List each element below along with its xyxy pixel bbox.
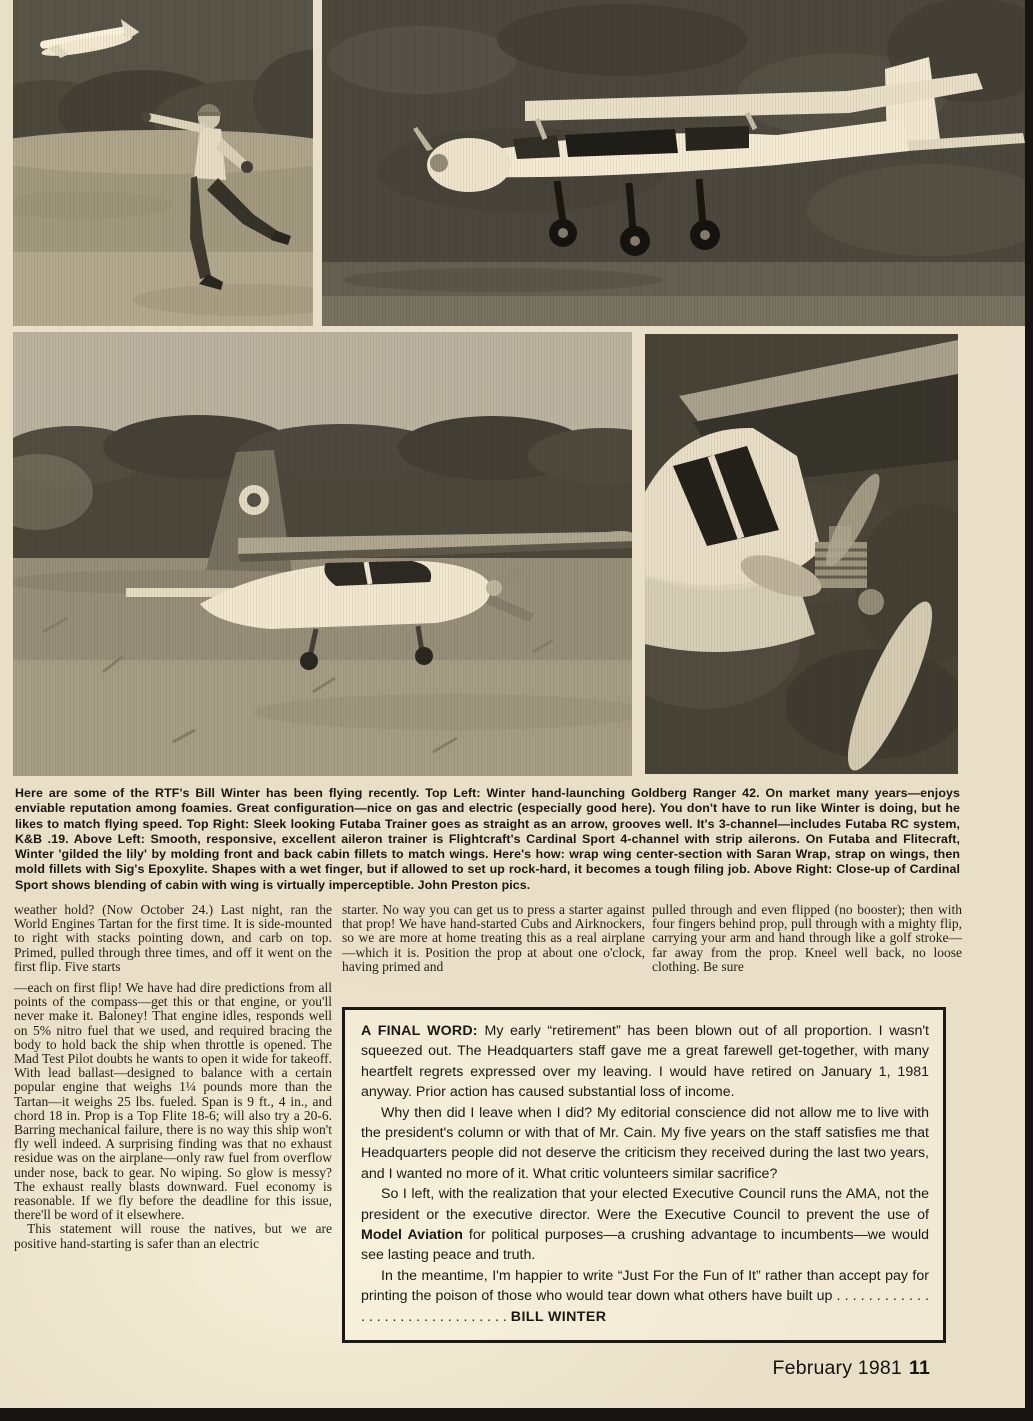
final-word-p1-text: My early “retirement” has been blown out of all proportion. I wasn't squeezed out. The Headquarters staff gave me a great farewell get-together, with many heartfelt regrets expressed over my leaving. I would have retired on January 1, 1981 anyway. Prior action has caused substantial loss of income. <box>361 1023 929 1101</box>
final-word-paragraph-1 <box>361 1021 929 1103</box>
body-column-3 <box>652 903 962 974</box>
final-word-box <box>342 1007 946 1343</box>
final-word-paragraph-4 <box>361 1266 929 1327</box>
final-word-label: A FINAL WORD: <box>361 1023 485 1039</box>
column1-paragraph-2: —each on first flip! We have had dire predictions from all points of the compass—get this or that engine, or you'll never make it. Baloney! That engine idles, responds well on 5% nitro fuel that we used, and required bracing the body to hold back the ship when throttle is opened. The Mad Test Pilot doubts he wants to open it wide for takeoff. With lead ballast—designed to balance with a certain popular engine that weighs 1¼ pounds more than the Tartan—it weighs 25 lbs. fueled. Span is 9 ft., 4 in., and chord 18 in. Prop is a Top Flite 18-6; will also try a 20-6. Barring mechanical failure, there is no way this ship won't fly well indeed. A surprising finding was that no exhaust residue was on the airplane—only raw fuel from overflow under nose, back to gear. No wiping. So glow is messy? The exhaust really blasts downward. Fuel economy is reasonable. If we fly before the deadline for this issue, there'll be word of it elsewhere. <box>14 980 332 1223</box>
scan-edge-bottom <box>0 1408 1033 1421</box>
footer-page-number: 11 <box>908 1357 930 1379</box>
body-column-1 <box>14 903 332 1251</box>
dot-leader: . . . . . . . . . . . . . . . . . . . . . . . . . . . . . . . <box>361 1288 929 1325</box>
hand-launch-illustration <box>13 0 313 326</box>
scan-edge-right <box>1025 0 1033 1421</box>
final-word-p3-post: for political purposes—a crushing advantage to incumbents—we would see lasting peace and truth. <box>361 1227 929 1264</box>
body-column-2 <box>342 903 645 974</box>
final-word-paragraph-3 <box>361 1184 929 1266</box>
cardinal-closeup-illustration <box>645 334 958 774</box>
final-word-magazine-title: Model Aviation <box>361 1227 463 1244</box>
final-word-p4-text: In the meantime, I'm happier to write “Just For the Fun of It” rather than accept pay for printing the poison of those who would tear down what others have built up <box>361 1267 929 1305</box>
photo-caption: Here are some of the RTF's Bill Winter has been flying recently. Top Left: Winter hand-launching Goldberg Ranger 42. On market many years—enjoys enviable reputation among foamies. Great configuration—nice on gas and electric (especially good here). You don't have to run like Winter is doing, but he likes to match flying speed. Top Right: Sleek looking Futaba Trainer goes as straight as an arrow, grooves well. It's 3-channel—includes Futaba RC system, K&B .19. Above Left: Smooth, responsive, excellent aileron trainer is Flightcraft's Cardinal Sport 4-channel with strip ailerons. On Futaba and Flitecraft, Winter 'gilded the lily' by molding front and back cabin fillets to match wings. Here's how: wrap wing center-section with Saran Wrap, strap on wings, then mold fillets with Sig's Epoxylite. Shapes with a wet finger, but if allowed to set up rock-hard, it becomes a tough filing job. Above Right: Close-up of Cardinal Sport shows blending of cabin with wing is virtually imperceptible. John Preston pics. <box>15 786 960 892</box>
photo-hand-launch <box>13 0 313 326</box>
final-word-p3-pre: So I left, with the realization that your elected Executive Council runs the AMA, not the president or the executive director. Were the Executive Council to prevent the use of <box>361 1186 929 1223</box>
column1-paragraph-1: weather hold? (Now October 24.) Last night, ran the World Engines Tartan for the first time. It is side-mounted to right with stacks pointing down, and carb on top. Primed, pulled through three times, and off it went on the first flip. Five starts <box>14 902 332 974</box>
final-word-paragraph-2: Why then did I leave when I did? My editorial conscience did not allow me to live with the president's column or with that of Mr. Cain. My five years on the staff satisfies me that Headquarters people did not deserve the criticism they received during the last two years, and I wanted no more of it. What critic volunteers similar sacrifice? <box>361 1104 929 1182</box>
trainer-flight-illustration <box>322 0 1025 326</box>
column3-paragraph-1: pulled through and even flipped (no booster); then with four fingers behind prop, pull through with a mighty flip, carrying your arm and hand through like a golf stroke—far away from the prop. Kneel well back, no loose clothing. Be sure <box>652 902 962 974</box>
cardinal-parked-illustration <box>13 332 632 776</box>
footer-issue-date: February 1981 <box>772 1357 902 1379</box>
column2-paragraph-1: starter. No way you can get us to press a starter against that prop! We have hand-started Cubs and Airknockers, so we are more at home treating this as a real airplane—which it is. Position the prop at about one o'clock, having primed and <box>342 902 645 974</box>
photo-trainer-flight <box>322 0 1025 326</box>
photo-cardinal-parked <box>13 332 632 776</box>
column1-paragraph-3: This statement will rouse the natives, but we are positive hand-starting is safer than an electric <box>14 1221 332 1251</box>
final-word-signature: BILL WINTER <box>510 1308 607 1325</box>
page-footer <box>14 1357 930 1380</box>
photo-cardinal-closeup <box>645 334 958 774</box>
